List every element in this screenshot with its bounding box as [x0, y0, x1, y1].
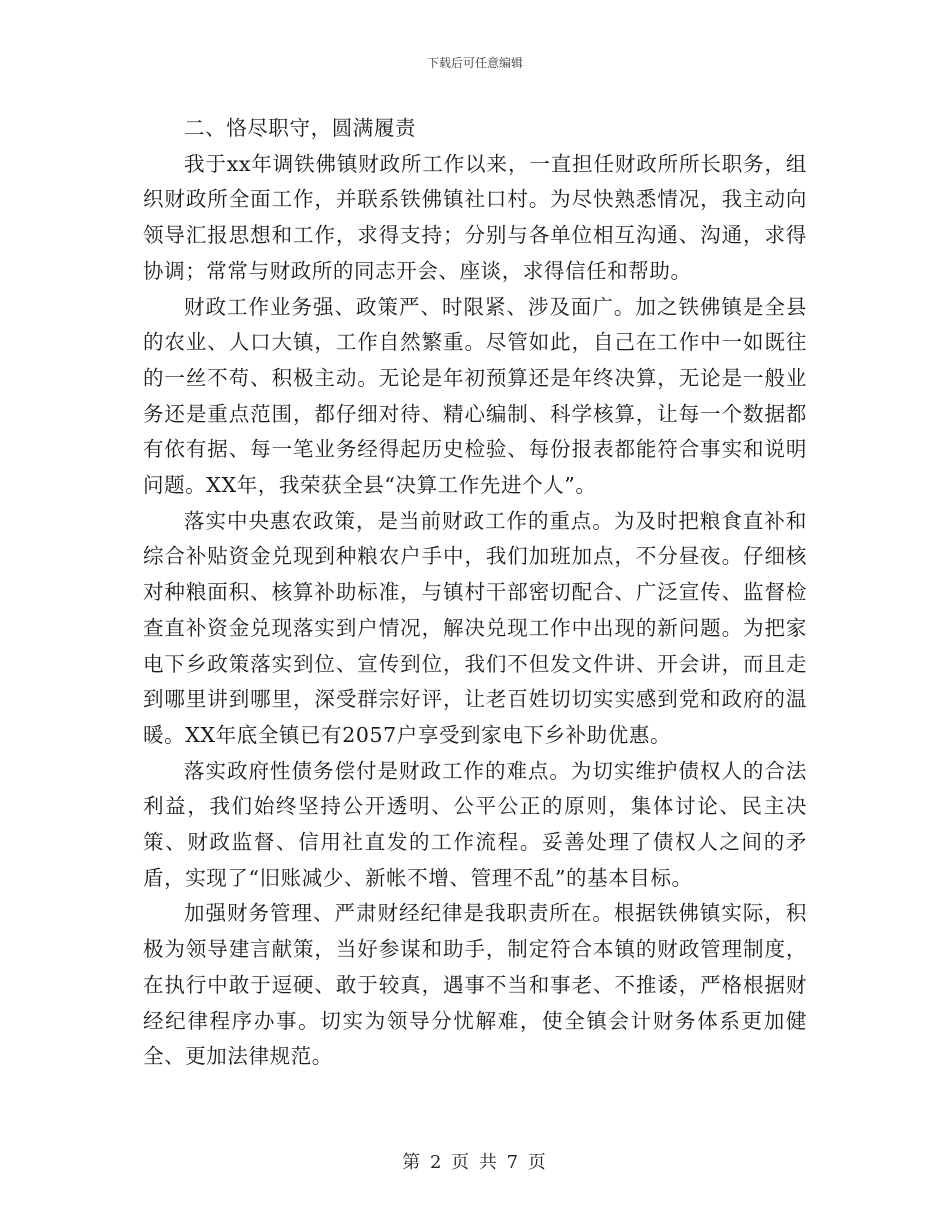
- page-number: 第 2 页 共 7 页: [402, 1152, 548, 1173]
- paragraph-2: 财政工作业务强、政策严、时限紧、涉及面广。加之铁佛镇是全县的农业、人口大镇，工作自然繁重。尽管如此，自己在工作中一如既往的一丝不苟、积极主动。无论是年初预算还是年终决算，无论是一般业务还是重点范围，都仔细对待、精心编制、科学核算，让每一个数据都有依有据、每一笔业务经得起历史检验、每份报表都能符合事实和说明问题。XX年，我荣获全县“决算工作先进个人”。: [143, 294, 807, 498]
- page-header-note: 下载后可任意编辑: [426, 56, 523, 70]
- paragraph-5: 加强财务管理、严肃财经纪律是我职责所在。根据铁佛镇实际，积极为领导建言献策，当好参谋和助手，制定符合本镇的财政管理制度，在执行中敢于逗硬、敢于较真，遇事不当和事老、不推诿，严格根据财经纪律程序办事。切实为领导分忧解难，使全镇会计财务体系更加健全、更加法律规范。: [143, 901, 807, 1069]
- section-heading: 二、恪尽职守，圆满履责: [184, 116, 417, 140]
- paragraph-4: 落实政府性债务偿付是财政工作的难点。为切实维护债权人的合法利益，我们始终坚持公开透明、公平公正的原则，集体讨论、民主决策、财政监督、信用社直发的工作流程。妥善处理了债权人之间的矛盾，实现了“旧账减少、新帐不增、管理不乱”的基本目标。: [143, 758, 807, 890]
- paragraph-1: 我于xx年调铁佛镇财政所工作以来，一直担任财政所所长职务，组织财政所全面工作，并联系铁佛镇社口村。为尽快熟悉情况，我主动向领导汇报思想和工作，求得支持；分别与各单位相互沟通、沟通，求得协调；常常与财政所的同志开会、座谈，求得信任和帮助。: [143, 151, 807, 283]
- document-body: [143, 111, 807, 1075]
- paragraph-3: 落实中央惠农政策，是当前财政工作的重点。为及时把粮食直补和综合补贴资金兑现到种粮农户手中，我们加班加点，不分昼夜。仔细核对种粮面积、核算补助标准，与镇村干部密切配合、广泛宣传、监督检查直补资金兑现落实到户情况，解决兑现工作中出现的新问题。为把家电下乡政策落实到位、宣传到位，我们不但发文件讲、开会讲，而且走到哪里讲到哪里，深受群宗好评，让老百姓切切实实感到党和政府的温暖。XX年底全镇已有2057户享受到家电下乡补助优惠。: [143, 508, 807, 747]
